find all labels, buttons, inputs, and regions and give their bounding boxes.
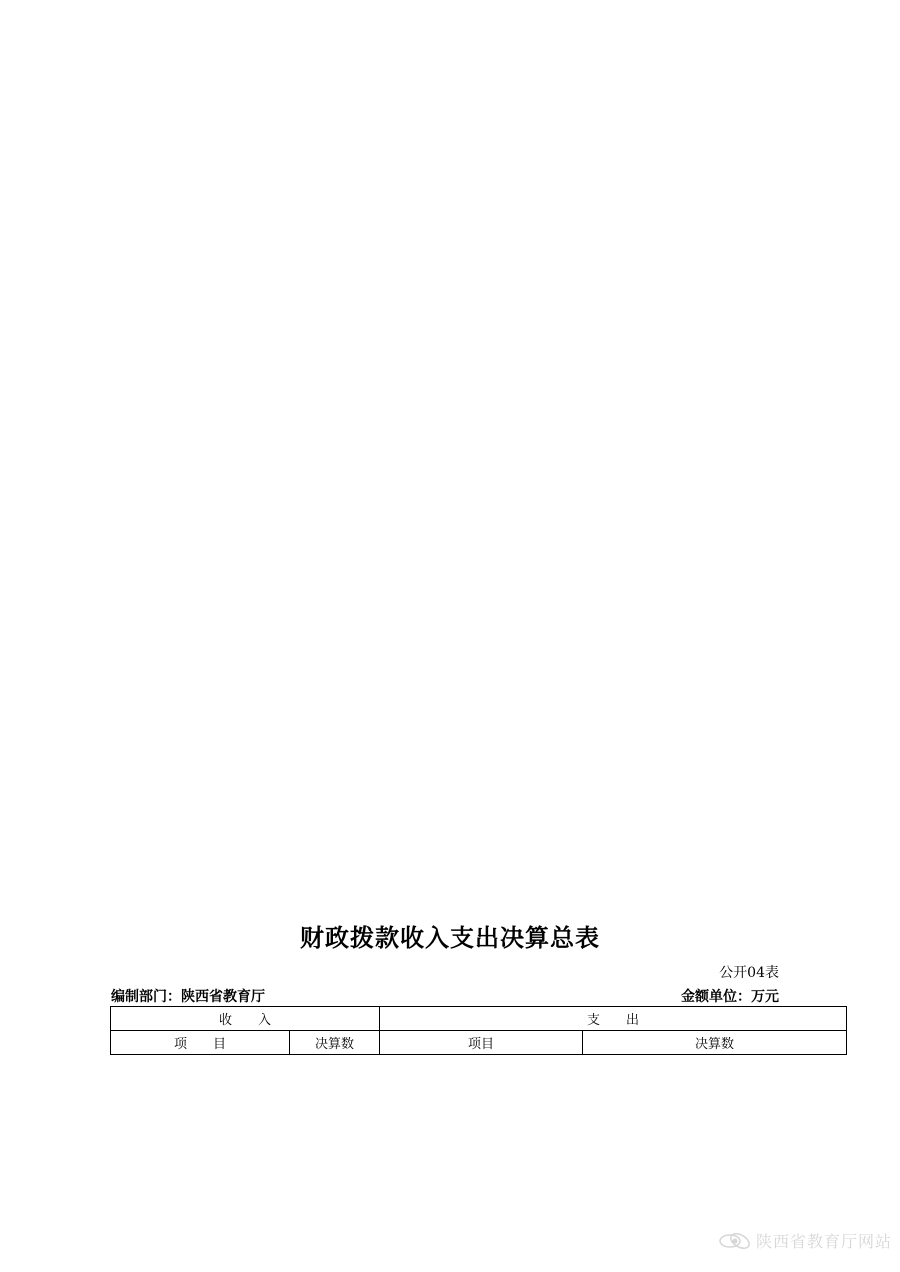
expense-header: 支 出 <box>380 1007 847 1031</box>
column-expense-amount: 决算数 <box>583 1031 847 1055</box>
unit-label: 金额单位：万元 <box>681 989 779 1005</box>
income-header: 收 入 <box>111 1007 380 1031</box>
summary-table <box>110 1006 847 1055</box>
watermark <box>718 1229 892 1252</box>
form-number: 公开04表 <box>719 965 779 981</box>
flower-logo-icon <box>718 1230 752 1252</box>
watermark-text: 陕西省教育厅网站 <box>755 1232 892 1251</box>
column-income-amount: 决算数 <box>290 1031 380 1055</box>
column-income-item: 项 目 <box>111 1031 290 1055</box>
compiler-label: 编制部门：陕西省教育厅 <box>111 989 265 1005</box>
column-expense-item: 项目 <box>380 1031 583 1055</box>
table-header-row <box>111 1007 847 1031</box>
document-title: 财政拨款收入支出决算总表 <box>300 923 600 952</box>
table-column-row <box>111 1031 847 1055</box>
